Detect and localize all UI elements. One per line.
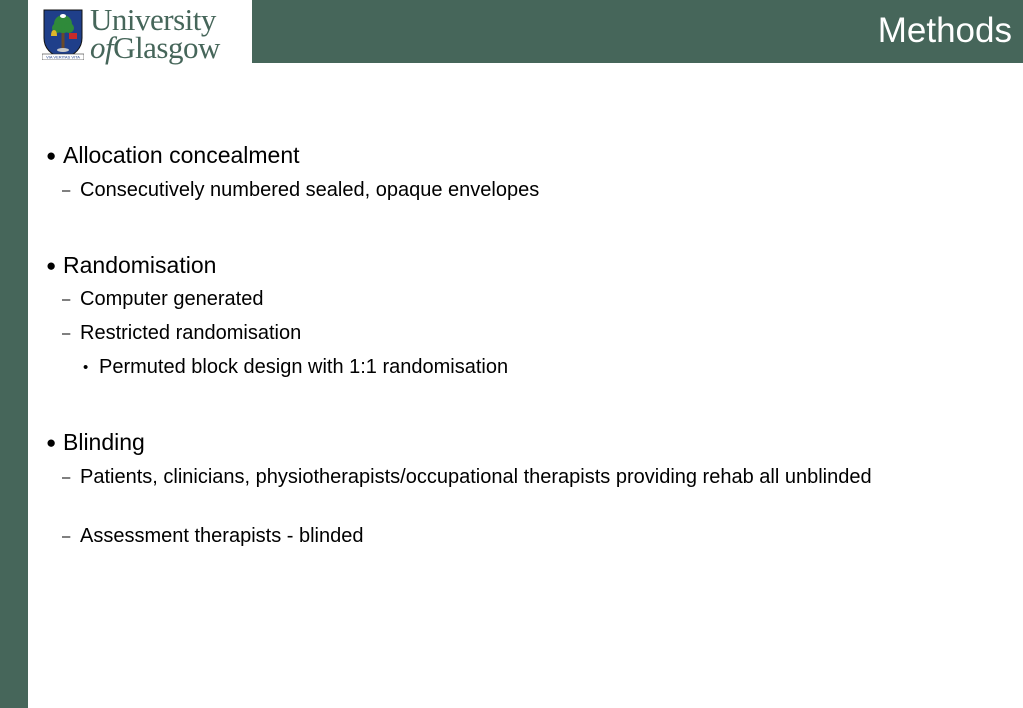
sub-bullet-text: Assessment therapists - blinded — [80, 525, 364, 547]
bullet-dot: ● — [46, 256, 57, 275]
sub-sub-bullet — [83, 355, 508, 380]
bullet-dot: ● — [46, 146, 57, 165]
header-bar — [252, 0, 1023, 63]
logo-line-university: University — [90, 2, 216, 37]
sub-bullet — [62, 178, 930, 203]
logo-line-glasgow — [90, 30, 220, 65]
crest-motto: VIA VERITAS VITA — [46, 54, 80, 60]
bullet-text: Blinding — [63, 429, 145, 455]
left-accent-bar — [0, 0, 28, 708]
sub-bullet-text: Computer generated — [80, 288, 264, 310]
bullet-text: Allocation concealment — [63, 142, 300, 168]
dash-marker: – — [62, 291, 71, 308]
sub-bullet — [62, 524, 930, 549]
university-logo — [28, 0, 252, 63]
bullet-text: Randomisation — [63, 252, 217, 278]
dash-marker: – — [62, 325, 71, 342]
sub-bullet-text: Patients, clinicians, physiotherapists/occupational therapists providing rehab all unblinded — [80, 466, 872, 488]
crest-icon — [42, 8, 84, 60]
sub-sub-bullet-text: Permuted block design with 1:1 randomisation — [99, 356, 509, 378]
dash-marker: – — [62, 182, 71, 199]
dash-marker: – — [62, 469, 71, 486]
sub-bullet-text: Restricted randomisation — [80, 322, 302, 344]
sub-bullet — [62, 465, 930, 490]
sub-bullet — [62, 321, 930, 346]
dash-marker: – — [62, 528, 71, 545]
bullet-allocation-concealment — [46, 141, 300, 170]
logo-of: of — [90, 30, 114, 65]
bullet-dot: ● — [46, 433, 57, 452]
sub-bullet-text: Consecutively numbered sealed, opaque envelopes — [80, 179, 540, 201]
bullet-randomisation — [46, 251, 216, 280]
sub-bullet — [62, 287, 930, 312]
logo-wordmark — [90, 2, 220, 65]
slide-title: Methods — [877, 11, 1012, 50]
logo-glasgow: Glasgow — [113, 30, 220, 65]
small-bullet-marker: • — [83, 359, 89, 376]
bullet-blinding — [46, 428, 145, 457]
